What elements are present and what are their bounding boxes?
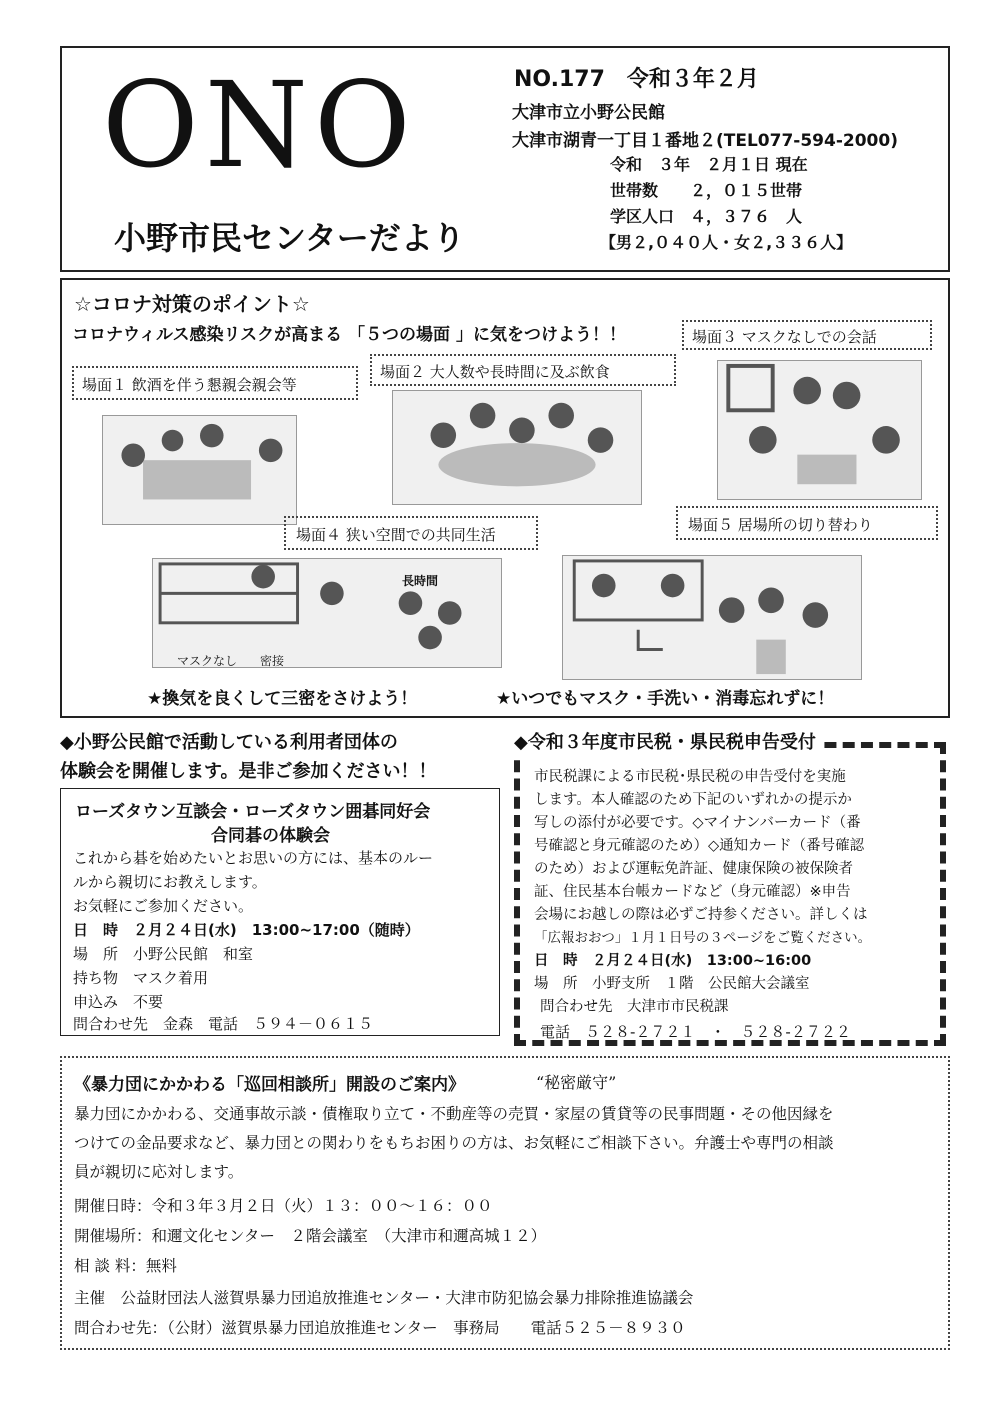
go-event-bring: 持ち物 マスク着用 bbox=[73, 969, 209, 987]
tax-line: 証、住民基本台帳カードなど（身元確認）※申告 bbox=[534, 884, 851, 900]
go-event-body-1: これから碁を始めたいとお思いの方には、基本のルー bbox=[73, 849, 434, 867]
consult-host: 主催 公益財団法人滋賀県暴力団追放推進センター・大津市防犯協会暴力排除推進協議会 bbox=[74, 1289, 694, 1307]
tax-line: 写しの添付が必要です。◇マイナンバーカード（番 bbox=[534, 815, 861, 831]
scene-2-label: 場面２ 大人数や長時間に及ぶ飲食 bbox=[370, 354, 676, 386]
consult-place: 開催場所：和邇文化センター ２階会議室 （大津市和邇高城１２） bbox=[74, 1227, 547, 1245]
scene-3-illustration bbox=[717, 360, 922, 500]
consult-body-3: 員が親切に応対します。 bbox=[74, 1163, 244, 1181]
ill-label-close: 密接 bbox=[260, 654, 285, 668]
tax-heading: ◆令和３年度市民税・県民税申告受付 bbox=[514, 728, 820, 754]
tax-line: 「広報おおつ」１月１日号の３ページをご覧ください。 bbox=[534, 930, 872, 946]
corona-title: ☆コロナ対策のポイント☆ bbox=[74, 292, 310, 316]
tax-lines bbox=[534, 766, 871, 1045]
org-name: 大津市立小野公民館 bbox=[512, 103, 665, 123]
scene-3-label: 場面３ マスクなしでの会話 bbox=[682, 320, 932, 350]
go-event-apply: 申込み 不要 bbox=[73, 993, 164, 1011]
consult-body-2: つけての金品要求など、暴力団との関わりをもちお困りの方は、お気軽にご相談下さい。弁護士や専門の相談 bbox=[74, 1134, 834, 1152]
tax-line: します。本人確認のため下記のいずれかの提示か bbox=[534, 792, 852, 808]
consult-date: 開催日時：令和３年３月２日（火）１３：００～１６：００ bbox=[74, 1197, 493, 1215]
ill-label-long: 長時間 bbox=[402, 574, 439, 588]
scene-1-illustration bbox=[102, 415, 297, 525]
stats-breakdown: 【男２,０４０人・女２,３３６人】 bbox=[600, 233, 853, 252]
scene-1-label: 場面１ 飲酒を伴う懇親会親会等 bbox=[72, 366, 358, 400]
consult-section bbox=[60, 1056, 950, 1350]
logo: ONO bbox=[102, 56, 417, 194]
go-event-body-3: お気軽にご参加ください。 bbox=[73, 897, 254, 915]
stats-population: 学区人口 ４，３７６ 人 bbox=[610, 207, 803, 226]
scene-5-illustration bbox=[562, 555, 862, 680]
slogan-ventilation: ★換気を良くして三密をさけよう！ bbox=[147, 689, 418, 709]
consult-fee: 相 談 料：無料 bbox=[74, 1257, 177, 1275]
scene-5-label: 場面５ 居場所の切り替わり bbox=[676, 506, 938, 540]
tax-phone: 電話 ５２８-２７２１ ・ ５２８-２７２２ bbox=[540, 1023, 851, 1041]
issue-number: NO.177 令和３年２月 bbox=[514, 67, 759, 92]
consult-secret: “秘密厳守” bbox=[536, 1073, 617, 1092]
scene-4-label: 場面４ 狭い空間での共同生活 bbox=[284, 516, 538, 550]
tax-box bbox=[514, 742, 946, 1046]
stats-date: 令和 ３年 ２月１日 現在 bbox=[610, 155, 808, 174]
tax-date: 日 時 ２月２４日(水) 13:00~16:00 bbox=[534, 953, 812, 969]
tax-line: 市民税課による市民税･県民税の申告受付を実施 bbox=[534, 769, 846, 785]
tax-line: 会場にお越しの際は必ずご持参ください。詳しくは bbox=[534, 907, 868, 923]
go-event-body-2: ルから親切にお教えします。 bbox=[73, 873, 267, 891]
tax-contact: 問合わせ先 大津市市民税課 bbox=[540, 999, 729, 1015]
corona-section bbox=[60, 278, 950, 718]
go-event-title-1: ローズタウン互談会・ローズタウン囲碁同好会 bbox=[75, 802, 431, 822]
newsletter-title: 小野市民センターだより bbox=[114, 219, 465, 257]
ill-label-nomask: マスクなし bbox=[177, 654, 238, 668]
go-event-date: 日 時 ２月２４日(水) 13:00~17:00（随時） bbox=[73, 921, 420, 939]
stats-households: 世帯数 ２，０１５世帯 bbox=[610, 181, 803, 200]
go-event-place: 場 所 小野公民館 和室 bbox=[73, 945, 254, 963]
org-address: 大津市湖青一丁目１番地２(TEL077-594-2000) bbox=[512, 131, 898, 151]
scene-2-illustration bbox=[392, 390, 642, 505]
masthead bbox=[60, 46, 950, 272]
corona-lead: コロナウィルス感染リスクが高まる 「５つの場面 」に気をつけよう！！ bbox=[72, 325, 626, 345]
tax-line: のため）および運転免許証、健康保険の被保険者 bbox=[534, 861, 853, 877]
consult-contact: 問合わせ先：（公財）滋賀県暴力団追放推進センター 事務局 電話５２５－８９３０ bbox=[74, 1319, 686, 1337]
consult-title: 《暴力団にかかわる「巡回相談所」開設のご案内》 bbox=[74, 1075, 465, 1095]
go-event-contact: 問合わせ先 金森 電話 ５９４－０６１５ bbox=[73, 1015, 374, 1033]
go-event-box bbox=[60, 788, 500, 1036]
tax-place: 場 所 小野支所 １階 公民館大会議室 bbox=[534, 976, 810, 992]
groups-heading-2: 体験会を開催します。是非ご参加ください！！ bbox=[60, 761, 437, 782]
groups-heading-1: ◆小野公民館で活動している利用者団体の bbox=[60, 732, 398, 753]
consult-body-1: 暴力団にかかわる、交通事故示談・債権取り立て・不動産等の売買・家屋の賃貸等の民事問題・その他因縁を bbox=[74, 1105, 834, 1123]
slogan-mask: ★いつでもマスク・手洗い・消毒忘れずに！ bbox=[496, 689, 835, 709]
tax-line: 号確認と身元確認のため）◇通知カード（番号確認 bbox=[534, 838, 865, 854]
go-event-title-2: 合同碁の体験会 bbox=[211, 826, 330, 846]
